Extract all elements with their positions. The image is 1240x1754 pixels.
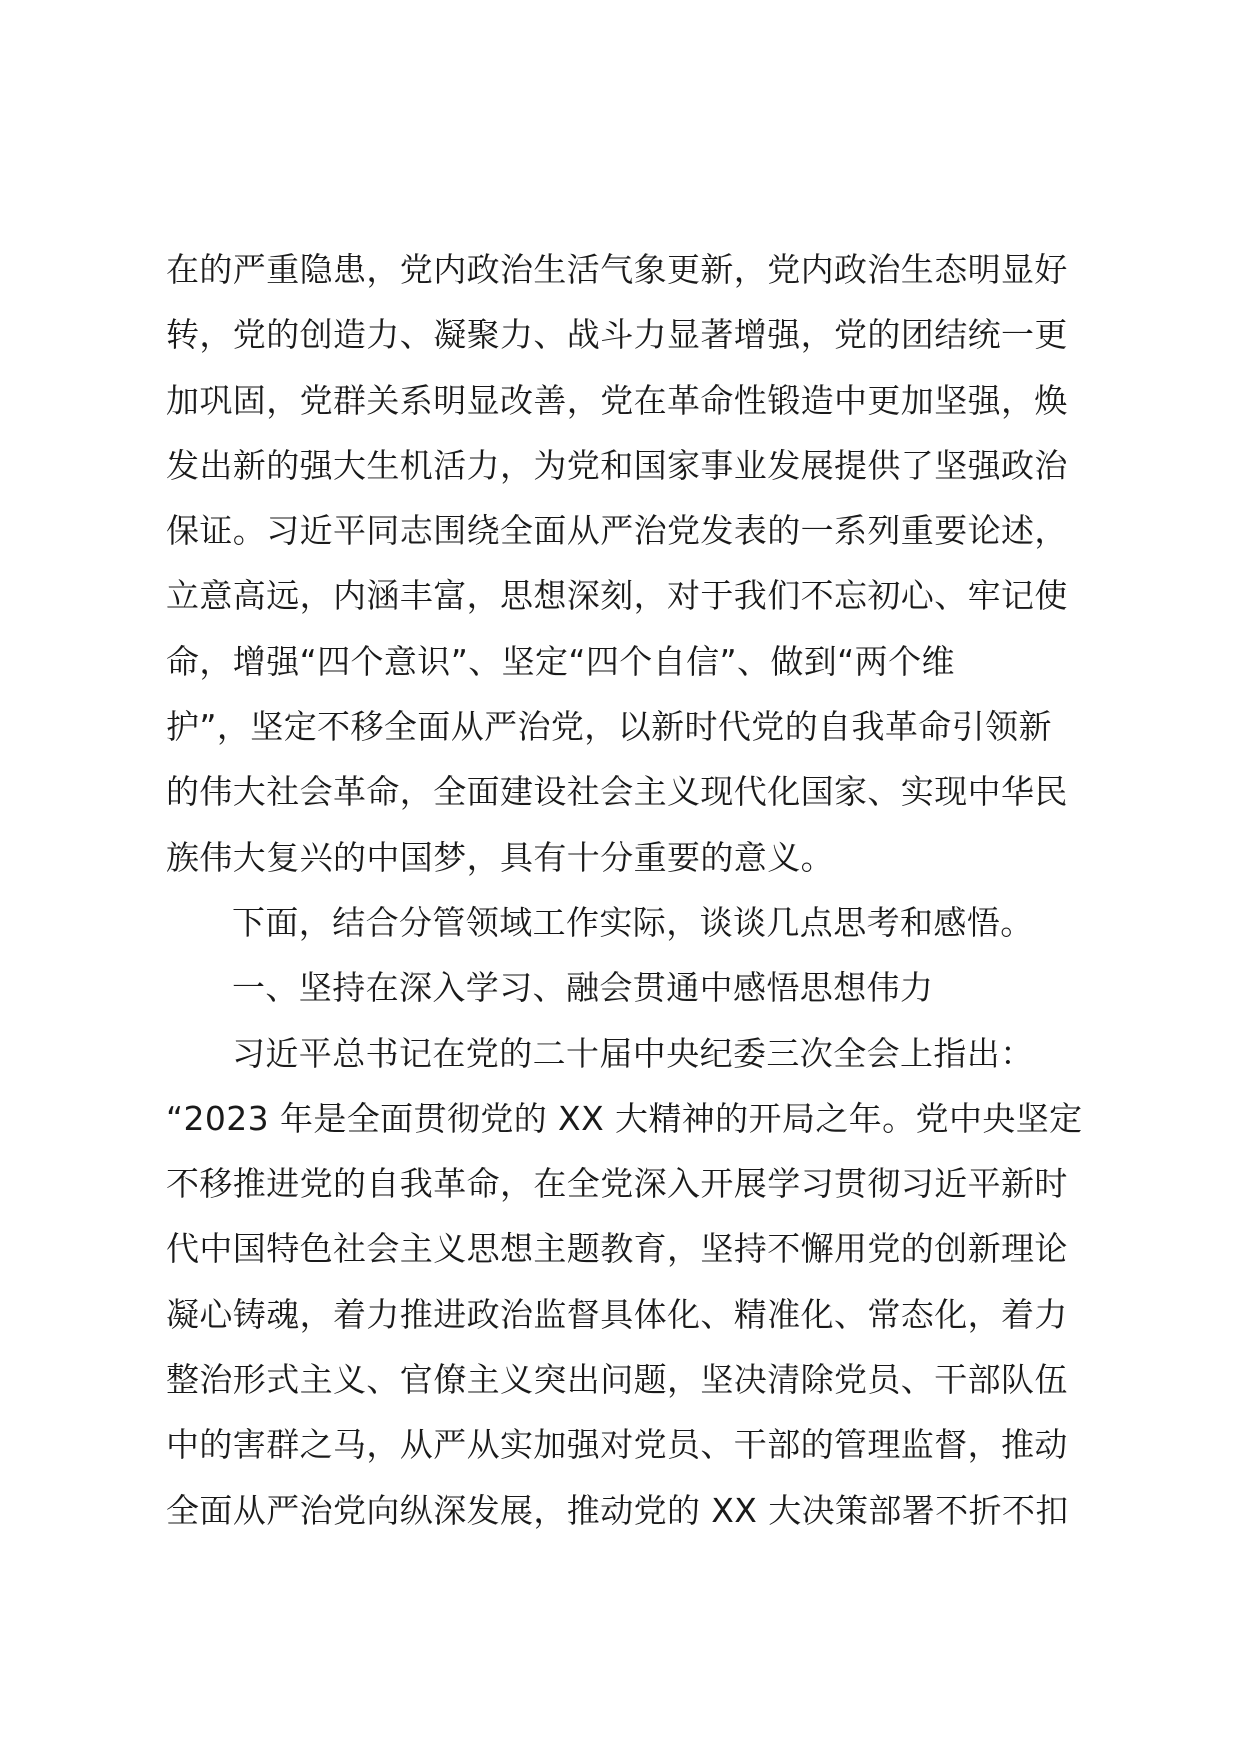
text-line-5: 保证。习近平同志围绕全面从严治党发表的一系列重要论述， bbox=[166, 511, 1068, 551]
text-line-7: 命，增强“四个意识”、坚定“四个自信”、做到“两个维 bbox=[166, 641, 955, 681]
text-line-1: 在的严重隐患，党内政治生活气象更新，党内政治生态明显好 bbox=[166, 250, 1068, 289]
text-line-13: 习近平总书记在党的二十届中央纪委三次全会上指出： bbox=[232, 1033, 1034, 1073]
text-line-16: 代中国特色社会主义思想主题教育，坚持不懈用党的创新理论 bbox=[166, 1229, 1068, 1269]
text-line-8: 护”，坚定不移全面从严治党，以新时代党的自我革命引领新 bbox=[166, 707, 1052, 747]
document-body bbox=[166, 237, 1086, 1543]
text-line-19: 中的害群之马，从严从实加强对党员、干部的管理监督，推动 bbox=[166, 1425, 1068, 1465]
section-heading-1: 一、坚持在深入学习、融会贯通中感悟思想伟力 bbox=[232, 968, 934, 1008]
text-line-17: 凝心铸魂，着力推进政治监督具体化、精准化、常态化，着力 bbox=[166, 1294, 1068, 1334]
text-line-4: 发出新的强大生机活力，为党和国家事业发展提供了坚强政治 bbox=[166, 445, 1068, 485]
text-line-11: 下面，结合分管领域工作实际，谈谈几点思考和感悟。 bbox=[232, 902, 1034, 942]
text-line-10: 族伟大复兴的中国梦，具有十分重要的意义。 bbox=[166, 837, 834, 877]
text-line-3: 加巩固，党群关系明显改善，党在革命性锻造中更加坚强，焕 bbox=[166, 380, 1068, 420]
text-line-15: 不移推进党的自我革命，在全党深入开展学习贯彻习近平新时 bbox=[166, 1164, 1068, 1204]
text-line-2: 转，党的创造力、凝聚力、战斗力显著增强，党的团结统一更 bbox=[166, 315, 1068, 355]
text-line-18: 整治形式主义、官僚主义突出问题，坚决清除党员、干部队伍 bbox=[166, 1360, 1068, 1400]
text-line-9: 的伟大社会革命，全面建设社会主义现代化国家、实现中华民 bbox=[166, 772, 1068, 812]
text-line-20: 全面从严治党向纵深发展，推动党的 XX 大决策部署不折不扣 bbox=[166, 1490, 1069, 1530]
text-line-14: “2023 年是全面贯彻党的 XX 大精神的开局之年。党中央坚定 bbox=[166, 1098, 1083, 1138]
text-line-6: 立意高远，内涵丰富，思想深刻，对于我们不忘初心、牢记使 bbox=[166, 576, 1068, 616]
